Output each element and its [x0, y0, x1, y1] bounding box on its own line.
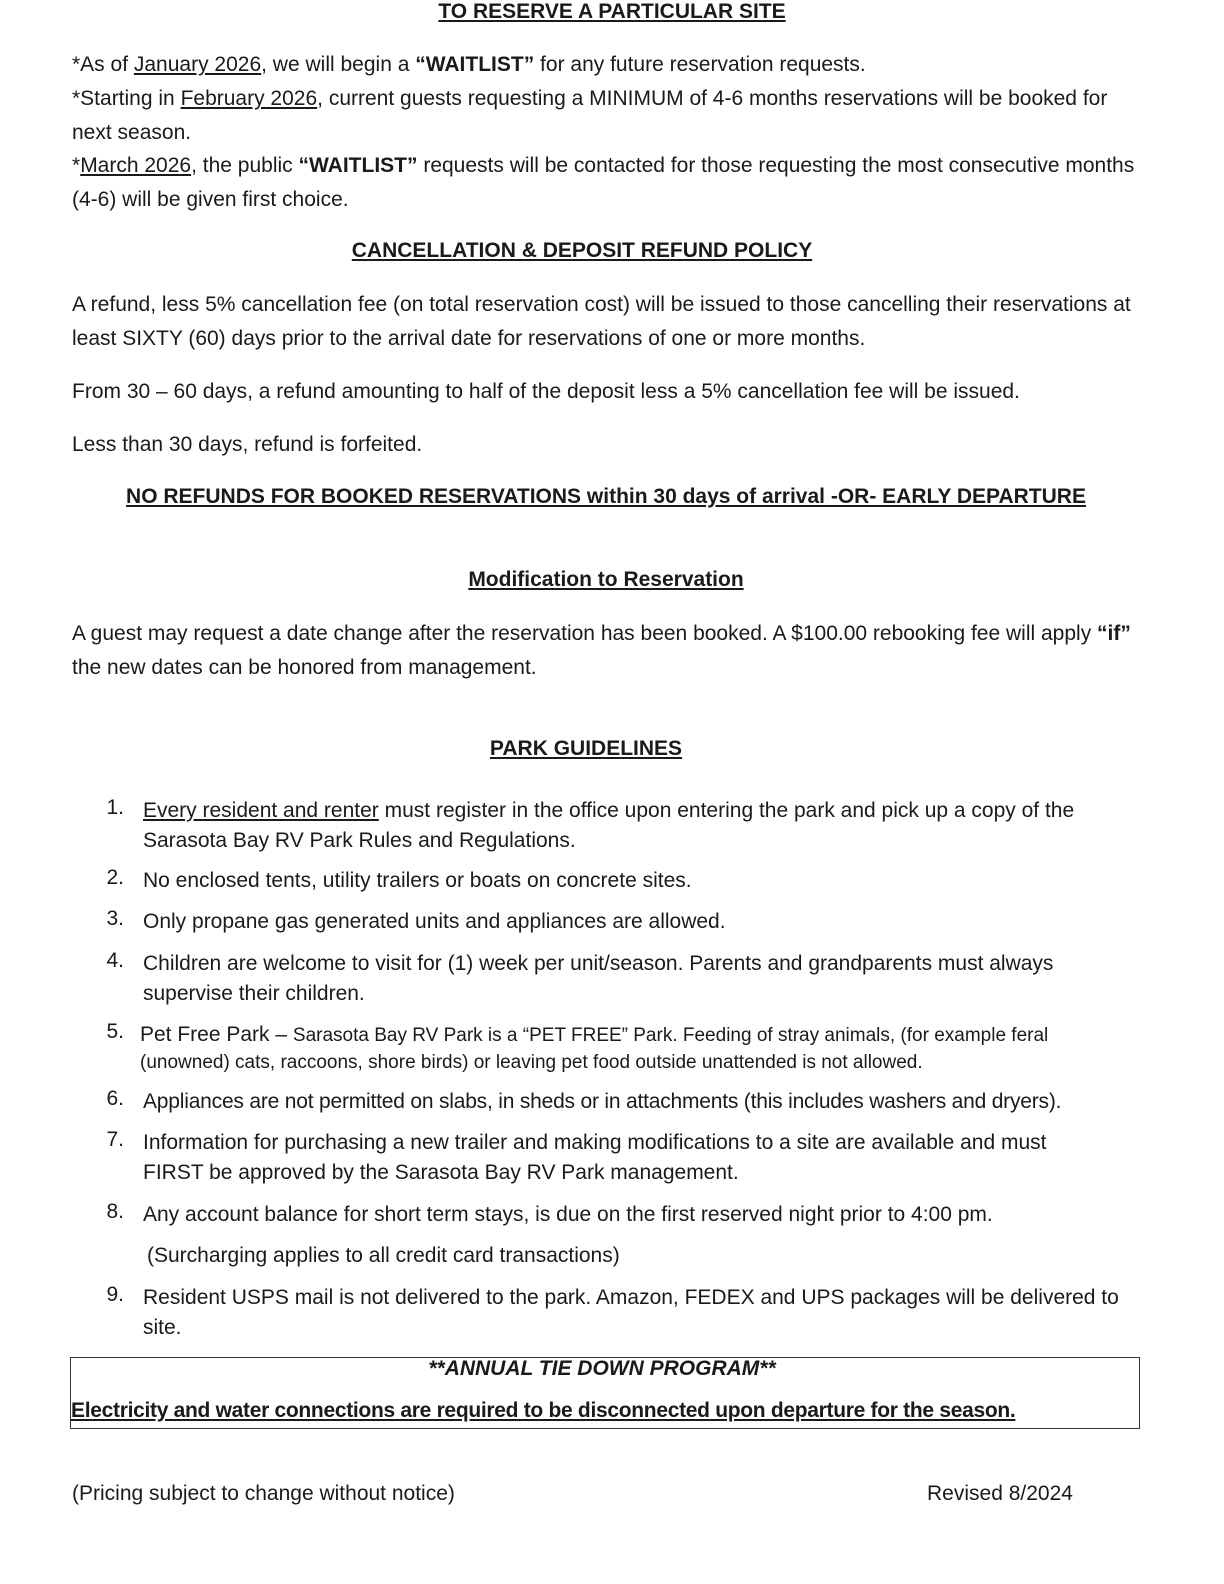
guideline-item-9: Resident USPS mail is not delivered to the park. Amazon, FEDEX and UPS packages will be delivered to site. — [143, 1286, 1119, 1339]
heading-reserve: TO RESERVE A PARTICULAR SITE — [438, 0, 786, 23]
list-number: 4. — [106, 949, 124, 972]
list-number: 9. — [106, 1283, 124, 1306]
cancel-paragraph-3: Less than 30 days, refund is forfeited. — [72, 433, 423, 456]
no-refunds-notice: NO REFUNDS FOR BOOKED RESERVATIONS within 30 days of arrival -OR- EARLY DEPARTURE — [126, 485, 1086, 508]
cancel-paragraph-1: A refund, less 5% cancellation fee (on total reservation cost) will be issued to those cancelling their reservations at least SIXTY (60) days prior to the arrival date for reservations of one or more months. — [72, 293, 1131, 350]
guideline-item-7: Information for purchasing a new trailer and making modifications to a site are available and must FIRST be approved by the Sarasota Bay RV Park management. — [143, 1131, 1047, 1184]
tie-down-title: **ANNUAL TIE DOWN PROGRAM** — [428, 1357, 776, 1380]
guideline-item-8: Any account balance for short term stays, is due on the first reserved night prior to 4:00 pm. — [143, 1203, 993, 1226]
revised-date: Revised 8/2024 — [927, 1482, 1073, 1505]
heading-guidelines: PARK GUIDELINES — [489, 737, 683, 760]
guideline-item-1: Every resident and renter must register in the office upon entering the park and pick up a copy of the Sarasota Bay RV Park Rules and Regulations. — [143, 799, 1075, 852]
reserve-paragraph-3: *March 2026, the public “WAITLIST” requests will be contacted for those requesting the most consecutive months (4-6) will be given first choice. — [72, 154, 1135, 211]
guideline-item-2: No enclosed tents, utility trailers or boats on concrete sites. — [143, 869, 692, 892]
reserve-paragraph-1: *As of January 2026, we will begin a “WAITLIST” for any future reservation requests. — [72, 53, 866, 76]
list-number: 2. — [106, 866, 124, 889]
heading-cancellation: CANCELLATION & DEPOSIT REFUND POLICY — [351, 239, 813, 262]
guideline-item-6: Appliances are not permitted on slabs, in sheds or in attachments (this includes washers and dryers). — [143, 1090, 1062, 1113]
reserve-paragraph-2: *Starting in February 2026, current guests requesting a MINIMUM of 4-6 months reservations will be booked for next season. — [72, 87, 1108, 144]
heading-modification: Modification to Reservation — [468, 568, 744, 591]
list-number: 8. — [106, 1200, 124, 1223]
list-number: 6. — [106, 1087, 124, 1110]
guideline-item-5: Pet Free Park – Sarasota Bay RV Park is a “PET FREE” Park. Feeding of stray animals, (for example feral (unowned) cats, raccoons, shore birds) or leaving pet food outside unattended is not allowed. — [140, 1023, 1049, 1073]
modification-paragraph: A guest may request a date change after the reservation has been booked. A $100.00 rebooking fee will apply “if” the new dates can be honored from management. — [72, 622, 1131, 679]
tie-down-note: Electricity and water connections are required to be disconnected upon departure for the season. — [71, 1399, 1016, 1422]
surcharge-note: (Surcharging applies to all credit card transactions) — [147, 1244, 620, 1267]
list-number: 7. — [106, 1128, 124, 1151]
pricing-note: (Pricing subject to change without notice) — [72, 1482, 455, 1505]
list-number: 1. — [106, 796, 124, 819]
list-number: 5. — [106, 1020, 124, 1043]
guideline-item-4: Children are welcome to visit for (1) week per unit/season. Parents and grandparents must always supervise their children. — [143, 952, 1054, 1005]
cancel-paragraph-2: From 30 – 60 days, a refund amounting to half of the deposit less a 5% cancellation fee will be issued. — [72, 380, 1020, 403]
guideline-item-3: Only propane gas generated units and appliances are allowed. — [143, 910, 726, 933]
list-number: 3. — [106, 907, 124, 930]
